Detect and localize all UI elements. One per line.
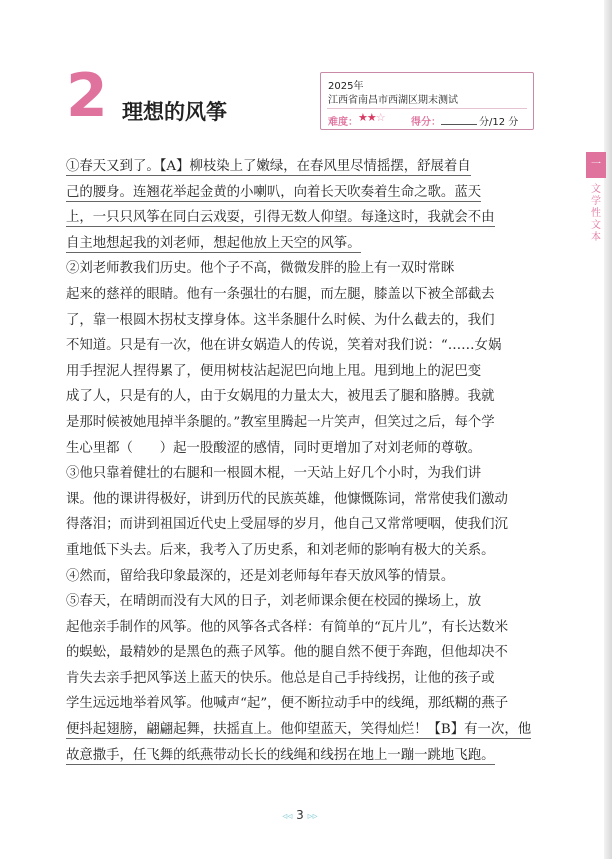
- lesson-number: 2: [66, 61, 108, 131]
- page-number: 3: [296, 808, 304, 822]
- passage-line: 上，一只只风筝在同白云戏耍，引得无数人仰望。每逢这时，我就会不由: [66, 210, 495, 226]
- passage-line: 起他亲手制作的风筝。他的风筝各式各样：有简单的“瓦片儿”，有长达数米: [66, 619, 509, 635]
- score-blank[interactable]: [441, 113, 477, 125]
- passage-line: ③他只靠着健壮的右腿和一根圆木棍，一天站上好几个小时，为我们讲: [66, 466, 482, 482]
- difficulty-label: 难度：: [328, 117, 358, 128]
- passage-line: 便抖起翅膀，翩翩起舞，扶摇直上。他仰望蓝天，笑得灿烂！【B】有一次，他: [66, 722, 532, 738]
- passage-line: ①春天又到了。【A】柳枝染上了嫩绿，在春风里尽情摇摆，舒展着自: [66, 159, 471, 174]
- exam-name: 江西省南昌市西湖区期末测试: [328, 95, 458, 106]
- passage-line: 重地低下头去。后来，我考入了历史系，和刘老师的影响有极大的关系。: [66, 542, 495, 558]
- passage-line: ④然而，留给我印象最深的，还是刘老师每年春天放风筝的情景。: [66, 568, 455, 584]
- passage-line: 肯失去亲手把风筝送上蓝天的快乐。他总是自己手持线拐，让他的孩子或: [66, 670, 495, 686]
- passage-line: ②刘老师教我们历史。他个子不高，微微发胖的脸上有一双时常眯: [66, 261, 455, 277]
- passage-line: 自主地想起我的刘老师，想起他放上天空的风筝。: [66, 235, 361, 251]
- passage-line: 是那时候被她甩掉半条腿的。”教室里腾起一片笑声，但笑过之后，每个学: [66, 414, 495, 430]
- passage-line: 故意撒手，任飞舞的纸燕带动长长的线绳和线拐在地上一蹦一跳地飞跑。: [66, 747, 495, 763]
- star-filled-icon: ★★: [358, 111, 376, 124]
- passage-line: 起来的慈祥的眼睛。他有一条强壮的右腿，而左腿，膝盖以下被全部截去: [66, 286, 495, 302]
- passage-line: 课。他的课讲得极好，讲到历代的民族英雄，他慷慨陈词，常常使我们激动: [66, 491, 508, 507]
- section-label: 文学性文本: [591, 184, 601, 243]
- star-empty-icon: ☆: [375, 111, 385, 124]
- exam-year: 2025年: [328, 81, 364, 92]
- passage-line: 己的腰身。连翘花举起金黄的小喇叭，向着长天吹奏着生命之歌。蓝天: [66, 184, 482, 200]
- right-ornament-icon: ▹▹: [307, 811, 318, 822]
- page-edge: [604, 0, 612, 859]
- exam-info-box: [320, 72, 534, 130]
- passage-line: 了，靠一根圆木拐杖支撑身体。这半条腿什么时候、为什么截去的，我们: [66, 312, 495, 328]
- passage-line: 的蜈蚣，最精妙的是黑色的燕子风筝。他的腿自然不便于奔跑，但他却决不: [66, 645, 508, 661]
- passage: [66, 154, 536, 768]
- passage-line: ⑤春天，在晴朗而没有大风的日子，刘老师课余便在校园的操场上，放: [66, 594, 482, 610]
- passage-line: 成了人，只是有的人，由于女娲甩的力量太大，被甩丢了腿和胳膊。我就: [66, 389, 495, 405]
- page-footer: [0, 808, 600, 822]
- section-tab: 一: [586, 152, 606, 178]
- score-total: 分/12 分: [479, 117, 519, 128]
- difficulty-stars: [358, 111, 385, 124]
- passage-line: 不知道。只是有一次，他在讲女娲造人的传说，笑着对我们说：“……女娲: [66, 338, 502, 354]
- lesson-title: 理想的风筝: [122, 100, 227, 124]
- passage-line: 得落泪；而讲到祖国近代史上受屈辱的岁月，他自己又常常哽咽，使我们沉: [66, 517, 508, 533]
- passage-line: 学生远远地举着风筝。他喊声“起”，便不断拉动手中的线绳，那纸糊的燕子: [66, 696, 509, 712]
- left-ornament-icon: ◃◃: [282, 811, 293, 822]
- passage-line: 生心里都（ ）起一股酸涩的感情，同时更增加了对刘老师的尊敬。: [66, 440, 482, 456]
- score-label: 得分：: [411, 117, 441, 128]
- passage-line: 用手捏泥人捏得累了，便用树枝沾起泥巴向地上甩。甩到地上的泥巴变: [66, 363, 482, 379]
- divider: [327, 108, 527, 109]
